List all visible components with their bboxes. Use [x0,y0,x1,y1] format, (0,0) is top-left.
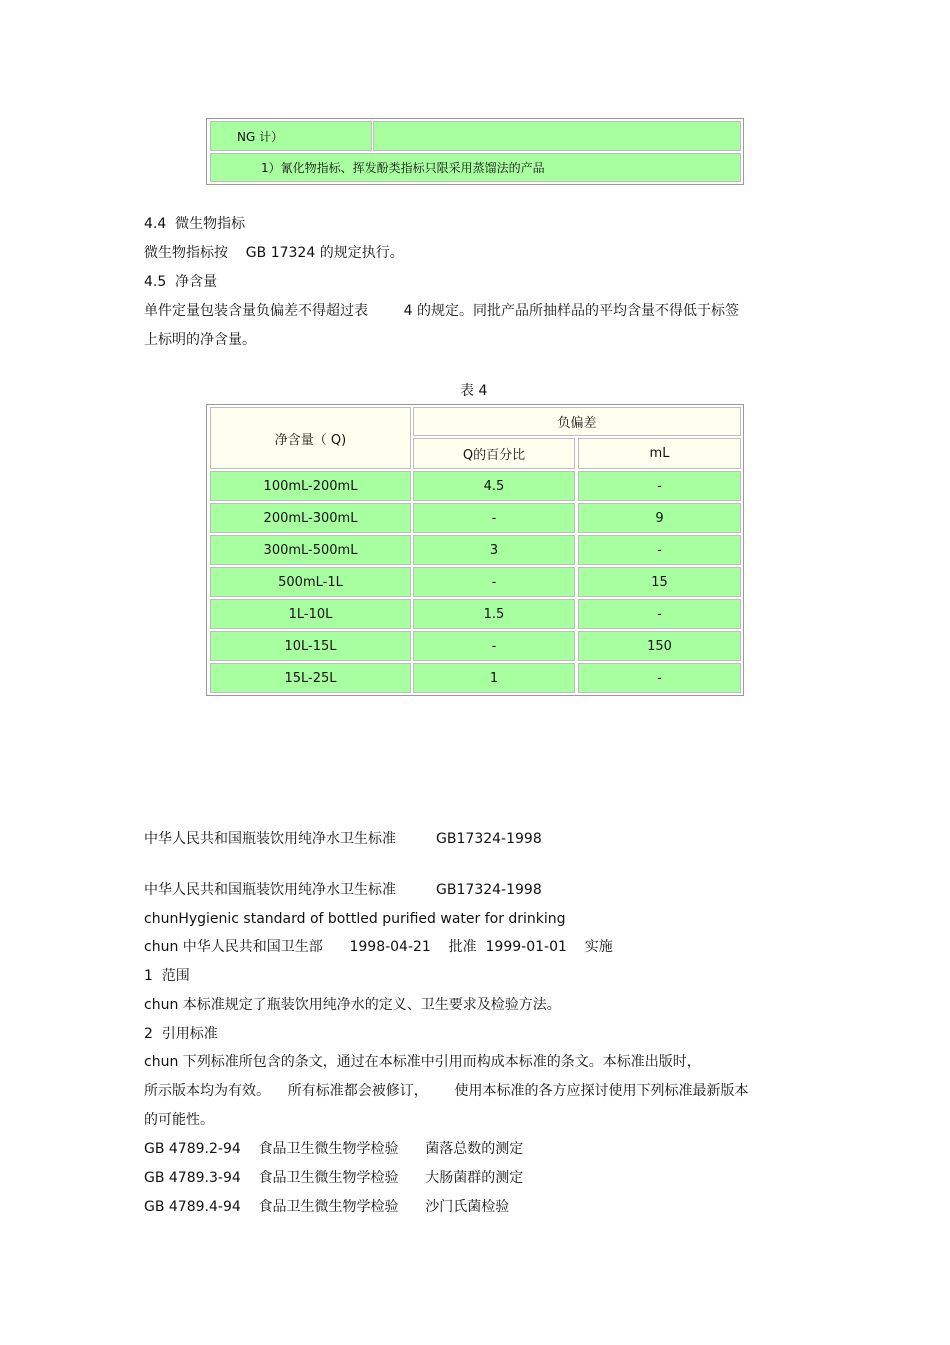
table4 [206,404,744,696]
section-4-4-body: 微生物指标按 GB 17324 的规定执行。 [144,245,404,261]
section-4-5-body-line1: 单件定量包装含量负偏差不得超过表 4 的规定。同批产品所抽样品的平均含量不得低于标签 [144,303,739,319]
reference-item: GB 4789.3-94 食品卫生微生物学检验 大肠菌群的测定 [144,1170,524,1186]
standard-english-title: chunHygienic standard of bottled purified water for drinking [144,911,566,927]
section-2-heading: 2 引用标准 [144,1026,218,1042]
table4-cell-net: 200mL-300mL [210,503,411,533]
table4-cell-percent: - [413,503,575,533]
table4-cell-net: 500mL-1L [210,567,411,597]
section-1-heading: 1 范围 [144,968,190,984]
section-2-body-line1: chun 下列标准所包含的条文，通过在本标准中引用而构成本标准的条文。本标准出版时， [144,1054,701,1070]
table4-header-net: 净含量（ Q) [210,407,411,469]
table4-cell-percent: 4.5 [413,471,575,501]
table4-cell-net: 15L-25L [210,663,411,693]
table4-cell-percent: 1.5 [413,599,575,629]
reference-item: GB 4789.2-94 食品卫生微生物学检验 菌落总数的测定 [144,1141,524,1157]
top-table-footnote: 1）氰化物指标、挥发酚类指标只限采用蒸馏法的产品 [210,153,741,182]
top-table [206,118,744,185]
table4-cell-net: 1L-10L [210,599,411,629]
table4-cell-ml: - [578,535,741,565]
table4-cell-percent: - [413,567,575,597]
section-4-5-body-line2: 上标明的净含量。 [144,332,256,348]
table4-cell-net: 100mL-200mL [210,471,411,501]
section-2-body-line3: 的可能性。 [144,1112,214,1128]
table4-cell-net: 10L-15L [210,631,411,661]
table4-cell-net: 300mL-500mL [210,535,411,565]
table4-cell-ml: 150 [578,631,741,661]
table4-cell-ml: 15 [578,567,741,597]
table4-header-deviation: 负偏差 [413,407,741,436]
table4-cell-ml: - [578,599,741,629]
table4-header-percent: Q的百分比 [413,438,575,469]
table4-cell-ml: 9 [578,503,741,533]
table4-cell-ml: - [578,471,741,501]
table4-cell-percent: 3 [413,535,575,565]
standard-title-2: 中华人民共和国瓶装饮用纯净水卫生标准 GB17324-1998 [144,882,542,898]
standard-title-1: 中华人民共和国瓶装饮用纯净水卫生标准 GB17324-1998 [144,831,542,847]
top-table-cell: NG 计） [210,121,372,151]
top-table-cell-empty [373,121,741,151]
table4-cell-percent: - [413,631,575,661]
section-4-5-heading: 4.5 净含量 [144,274,218,290]
standard-issued: chun 中华人民共和国卫生部 1998-04-21 批准 1999-01-01 实施 [144,939,613,955]
table4-cell-percent: 1 [413,663,575,693]
section-4-4-heading: 4.4 微生物指标 [144,216,246,232]
table4-header-ml: mL [578,438,741,469]
section-2-body-line2: 所示版本均为有效。 所有标准都会被修订， 使用本标准的各方应探讨使用下列标准最新版本 [144,1083,749,1099]
table4-cell-ml: - [578,663,741,693]
reference-item: GB 4789.4-94 食品卫生微生物学检验 沙门氏菌检验 [144,1199,510,1215]
table4-caption: 表 4 [460,383,488,399]
section-1-body: chun 本标准规定了瓶装饮用纯净水的定义、卫生要求及检验方法。 [144,997,561,1013]
